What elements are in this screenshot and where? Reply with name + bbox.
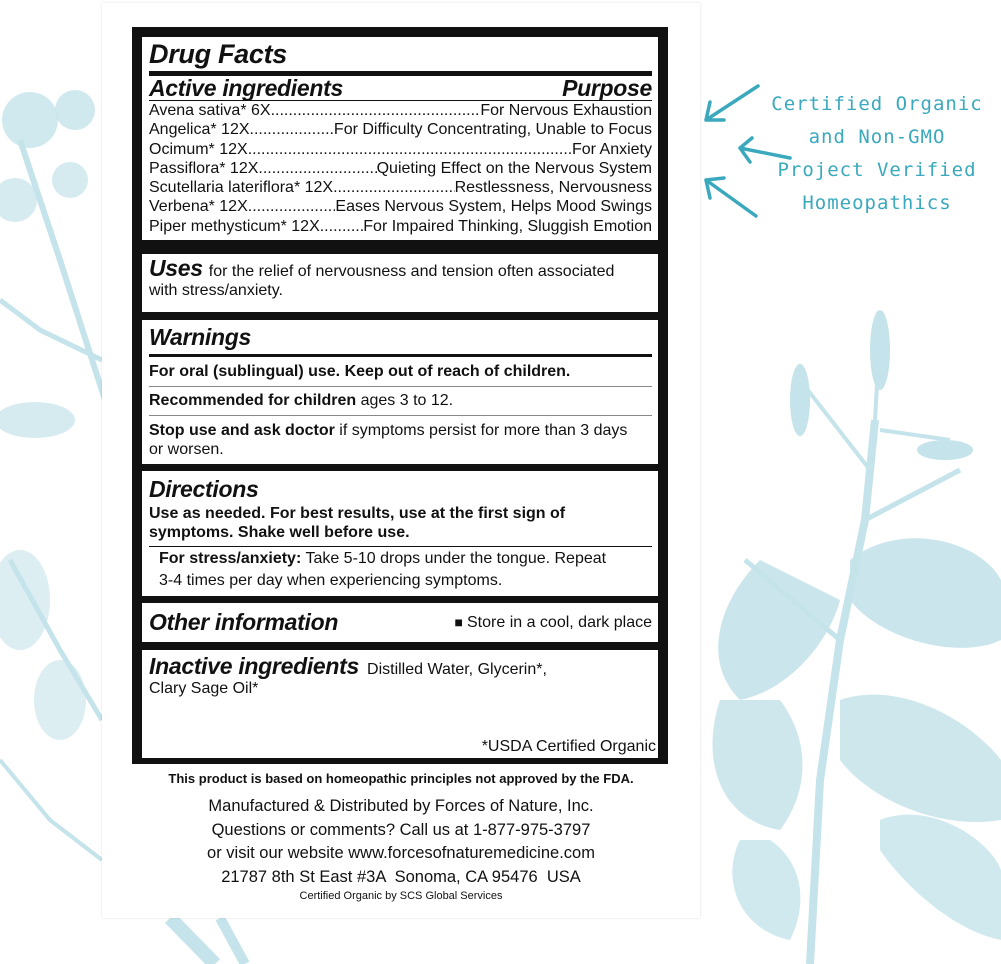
ingredient-name: Avena sativa* 6X — [149, 102, 271, 119]
drug-facts-panel — [132, 27, 668, 764]
manufacturer-line: Manufactured & Distributed by Forces of Nature, Inc. — [208, 797, 594, 815]
ingredient-row — [149, 140, 652, 159]
uses-text: for the relief of nervousness and tension often associated — [208, 263, 615, 280]
inactive-text: Clary Sage Oil* — [149, 680, 259, 697]
ingredient-purpose: Eases Nervous System, Helps Mood Swings — [335, 198, 652, 216]
ingredient-row — [149, 159, 652, 178]
inactive-section — [142, 650, 658, 758]
ingredient-name: Ocimum* 12X — [149, 140, 248, 158]
warning-children-bold: Recommended for children — [149, 392, 357, 409]
warning-children-text: ages 3 to 12. — [360, 392, 454, 409]
bullet-icon: ■ — [454, 614, 463, 630]
address-line: 21787 8th St East #3A Sonoma, CA 95476 USA — [221, 867, 581, 886]
ingredient-purpose: Restlessness, Nervousness — [454, 179, 652, 197]
arrow-icon — [700, 80, 760, 130]
inactive-heading: Inactive ingredients — [149, 653, 360, 679]
ingredient-name: Scutellaria lateriflora* 12X — [149, 179, 334, 197]
ingredient-row — [149, 197, 652, 216]
warning-oral-use: For oral (sublingual) use. Keep out of reach of children. — [149, 363, 571, 380]
uses-section — [142, 254, 658, 312]
uses-text: with stress/anxiety. — [149, 282, 283, 299]
other-info-text-wrap — [455, 613, 652, 632]
uses-heading: Uses — [149, 255, 203, 281]
other-info-heading: Other information — [149, 609, 339, 635]
warnings-heading: Warnings — [149, 324, 251, 350]
callout-line: Homeopathics — [802, 192, 952, 214]
contact-line: Questions or comments? Call us at 1-877-975-3797 — [211, 820, 591, 839]
website-line: or visit our website www.forcesofnaturemedicine.com — [207, 844, 595, 862]
arrow-icon — [700, 170, 760, 220]
ingredient-row — [149, 217, 652, 236]
drug-facts-title: Drug Facts — [149, 39, 288, 69]
ingredient-name: Piper methysticum* 12X — [149, 217, 320, 235]
ingredient-purpose: For Anxiety — [571, 140, 652, 158]
callout-line: Project Verified — [777, 159, 977, 181]
ingredient-list — [149, 101, 652, 236]
warnings-section — [142, 320, 658, 464]
directions-text: symptoms. Shake well before use. — [149, 524, 410, 541]
active-ingredients-section — [142, 37, 658, 240]
ingredient-name: Verbena* 12X — [149, 198, 248, 216]
warning-stop-text: if symptoms persist for more than 3 days — [339, 422, 628, 439]
purpose-heading: Purpose — [562, 75, 652, 101]
warning-stop-bold: Stop use and ask doctor — [149, 422, 335, 439]
usda-note: *USDA Certified Organic — [481, 738, 656, 755]
directions-section — [142, 471, 658, 596]
ingredient-purpose: For Nervous Exhaustion — [480, 102, 652, 119]
manufacturer-info — [102, 795, 700, 889]
ingredients-header — [149, 76, 652, 100]
fda-notice: This product is based on homeopathic principles not approved by the FDA. — [168, 771, 634, 786]
ingredient-row — [149, 178, 652, 197]
other-info-text: Store in a cool, dark place — [467, 614, 652, 631]
inactive-text: Distilled Water, Glycerin*, — [367, 661, 547, 678]
callout-line: and Non-GMO — [808, 126, 946, 148]
ingredient-name: Passiflora* 12X — [149, 159, 259, 177]
ingredient-row — [149, 101, 652, 120]
directions-text: Use as needed. For best results, use at the first sign of — [149, 505, 566, 522]
warning-children — [149, 387, 652, 415]
stress-instructions — [149, 547, 652, 568]
active-ingredients-heading: Active ingredients — [149, 75, 343, 101]
warning-stop-cont: or worsen. — [149, 441, 224, 458]
stress-text: Take 5-10 drops under the tongue. Repeat — [305, 550, 607, 567]
stress-cont: 3-4 times per day when experiencing symptoms. — [159, 572, 503, 589]
ingredient-row — [149, 120, 652, 139]
ingredient-purpose: Quieting Effect on the Nervous System — [376, 159, 652, 177]
warning-stop-use — [149, 416, 652, 440]
certifier-text: Certified Organic by SCS Global Services — [299, 890, 503, 902]
organic-callout — [762, 88, 992, 220]
other-info-section — [142, 603, 658, 642]
directions-heading: Directions — [149, 476, 259, 502]
ingredient-purpose: For Difficulty Concentrating, Unable to Focus — [333, 121, 652, 139]
callout-line: Certified Organic — [771, 93, 983, 115]
ingredient-name: Angelica* 12X — [149, 121, 250, 139]
stress-bold: For stress/anxiety: — [159, 550, 302, 567]
ingredient-purpose: For Impaired Thinking, Sluggish Emotion — [363, 217, 652, 235]
drug-facts-card — [102, 3, 700, 918]
